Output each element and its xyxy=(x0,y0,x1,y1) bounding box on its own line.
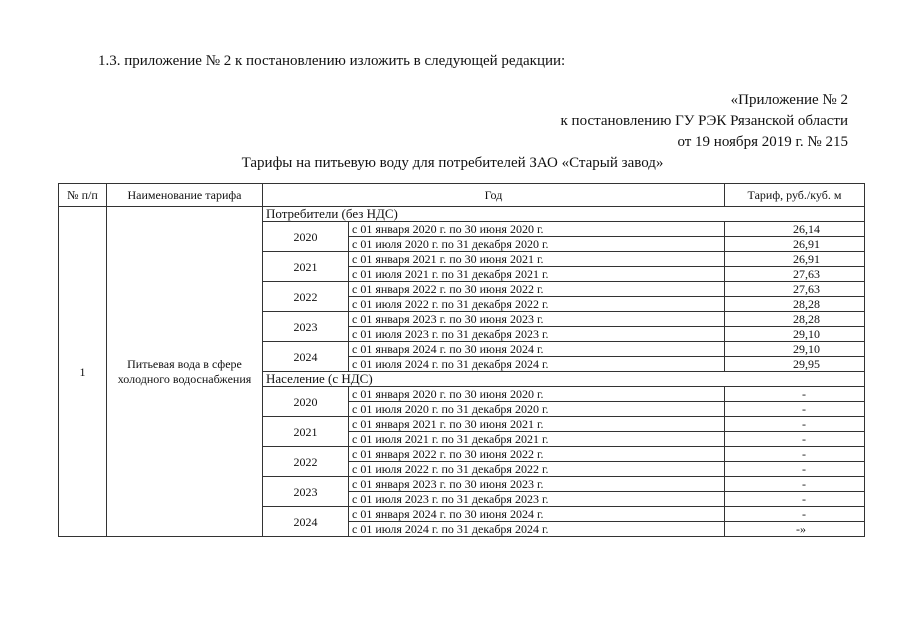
period-cell: с 01 января 2023 г. по 30 июня 2023 г. xyxy=(349,477,725,492)
period-cell: с 01 января 2021 г. по 30 июня 2021 г. xyxy=(349,252,725,267)
tariff-table xyxy=(58,183,865,537)
row-number: 1 xyxy=(59,207,107,537)
period-cell: с 01 июля 2024 г. по 31 декабря 2024 г. xyxy=(349,522,725,537)
appendix-line-1: «Приложение № 2 xyxy=(730,92,848,108)
tariff-value-cell: 27,63 xyxy=(725,282,865,297)
year-cell: 2021 xyxy=(263,252,349,282)
table-header-row xyxy=(59,184,865,207)
year-cell: 2022 xyxy=(263,447,349,477)
tariff-value-cell: -» xyxy=(725,522,865,537)
intro-paragraph: 1.3. приложение № 2 к постановлению изложить в следующей редакции: xyxy=(98,53,566,69)
period-cell: с 01 июля 2022 г. по 31 декабря 2022 г. xyxy=(349,297,725,312)
header-year: Год xyxy=(263,184,725,207)
group-row xyxy=(59,207,865,222)
year-cell: 2021 xyxy=(263,417,349,447)
appendix-line-2: к постановлению ГУ РЭК Рязанской области xyxy=(560,113,848,129)
period-cell: с 01 января 2023 г. по 30 июня 2023 г. xyxy=(349,312,725,327)
year-cell: 2024 xyxy=(263,342,349,372)
tariff-value-cell: 28,28 xyxy=(725,297,865,312)
year-cell: 2022 xyxy=(263,282,349,312)
tariff-value-cell: - xyxy=(725,477,865,492)
period-cell: с 01 июля 2021 г. по 31 декабря 2021 г. xyxy=(349,432,725,447)
tariff-value-cell: - xyxy=(725,417,865,432)
table-body xyxy=(59,207,865,537)
period-cell: с 01 июля 2022 г. по 31 декабря 2022 г. xyxy=(349,462,725,477)
period-cell: с 01 января 2020 г. по 30 июня 2020 г. xyxy=(349,387,725,402)
document-title: Тарифы на питьевую воду для потребителей ЗАО «Старый завод» xyxy=(241,155,664,171)
period-cell: с 01 января 2022 г. по 30 июня 2022 г. xyxy=(349,282,725,297)
group-label: Потребители (без НДС) xyxy=(263,207,865,222)
year-cell: 2020 xyxy=(263,387,349,417)
tariff-value-cell: 29,95 xyxy=(725,357,865,372)
tariff-value-cell: 26,91 xyxy=(725,252,865,267)
period-cell: с 01 июля 2020 г. по 31 декабря 2020 г. xyxy=(349,237,725,252)
period-cell: с 01 января 2022 г. по 30 июня 2022 г. xyxy=(349,447,725,462)
period-cell: с 01 июля 2021 г. по 31 декабря 2021 г. xyxy=(349,267,725,282)
tariff-value-cell: - xyxy=(725,447,865,462)
period-cell: с 01 января 2024 г. по 30 июня 2024 г. xyxy=(349,507,725,522)
period-cell: с 01 июля 2020 г. по 31 декабря 2020 г. xyxy=(349,402,725,417)
period-cell: с 01 июля 2023 г. по 31 декабря 2023 г. xyxy=(349,327,725,342)
appendix-heading xyxy=(561,90,848,153)
header-num: № п/п xyxy=(59,184,107,207)
tariff-name: Питьевая вода в сфере холодного водоснабжения xyxy=(107,207,263,537)
group-label: Население (с НДС) xyxy=(263,372,865,387)
tariff-value-cell: - xyxy=(725,432,865,447)
tariff-value-cell: 28,28 xyxy=(725,312,865,327)
year-cell: 2020 xyxy=(263,222,349,252)
tariff-value-cell: - xyxy=(725,387,865,402)
tariff-value-cell: 27,63 xyxy=(725,267,865,282)
tariff-value-cell: 26,91 xyxy=(725,237,865,252)
period-cell: с 01 января 2020 г. по 30 июня 2020 г. xyxy=(349,222,725,237)
period-cell: с 01 июля 2024 г. по 31 декабря 2024 г. xyxy=(349,357,725,372)
year-cell: 2023 xyxy=(263,312,349,342)
tariff-value-cell: 29,10 xyxy=(725,342,865,357)
period-cell: с 01 января 2024 г. по 30 июня 2024 г. xyxy=(349,342,725,357)
tariff-value-cell: - xyxy=(725,507,865,522)
period-cell: с 01 января 2021 г. по 30 июня 2021 г. xyxy=(349,417,725,432)
year-cell: 2023 xyxy=(263,477,349,507)
tariff-value-cell: 26,14 xyxy=(725,222,865,237)
appendix-line-3: от 19 ноября 2019 г. № 215 xyxy=(677,134,848,150)
year-cell: 2024 xyxy=(263,507,349,537)
header-tariff: Тариф, руб./куб. м xyxy=(725,184,865,207)
tariff-value-cell: - xyxy=(725,402,865,417)
period-cell: с 01 июля 2023 г. по 31 декабря 2023 г. xyxy=(349,492,725,507)
tariff-value-cell: - xyxy=(725,462,865,477)
tariff-value-cell: 29,10 xyxy=(725,327,865,342)
tariff-value-cell: - xyxy=(725,492,865,507)
header-name: Наименование тарифа xyxy=(107,184,263,207)
